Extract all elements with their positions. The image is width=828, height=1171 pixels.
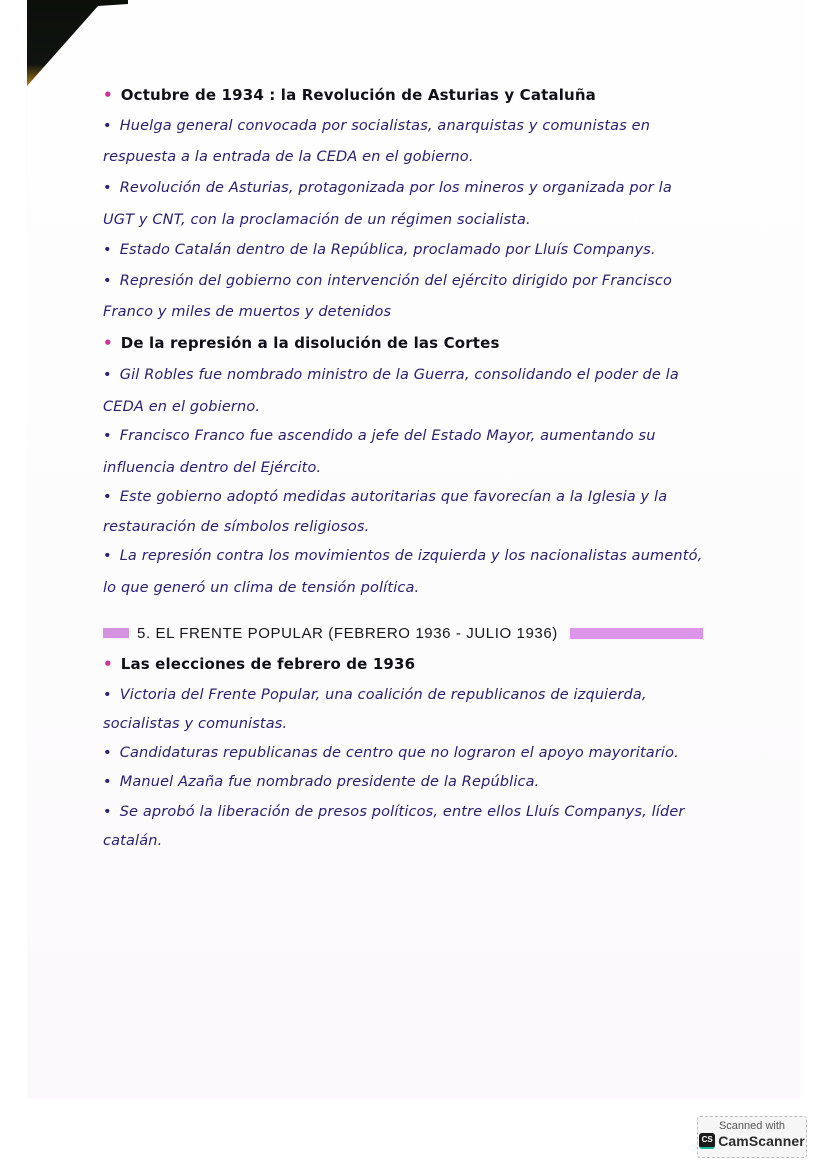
subheading — [103, 86, 596, 104]
bullet-dot-icon: • — [103, 118, 112, 134]
text-line-continuation — [103, 460, 321, 476]
text-line-continuation — [103, 399, 260, 415]
bullet-item — [103, 367, 679, 383]
line-text: De la represión a la disolución de las Cortes — [120, 334, 500, 352]
text-line-continuation — [103, 212, 531, 228]
text-line-continuation — [103, 304, 391, 320]
line-text: respuesta a la entrada de la CEDA en el gobierno. — [103, 149, 474, 165]
highlighter-mark-left — [103, 628, 129, 638]
bullet-dot-icon: • — [103, 489, 112, 505]
subheading — [103, 655, 415, 673]
line-text: Gil Robles fue nombrado ministro de la Guerra, consolidando el poder de la — [119, 367, 679, 383]
line-text: Victoria del Frente Popular, una coalición de republicanos de izquierda, — [119, 687, 647, 703]
bullet-item — [103, 180, 672, 196]
line-text: Huelga general convocada por socialistas, anarquistas y comunistas en — [119, 118, 651, 134]
line-text: Franco y miles de muertos y detenidos — [103, 304, 392, 320]
bullet-dot-icon: • — [103, 180, 112, 196]
line-text: Candidaturas republicanas de centro que no lograron el apoyo mayoritario. — [119, 745, 679, 761]
line-text: La represión contra los movimientos de izquierda y los nacionalistas aumentó, — [119, 548, 703, 564]
bullet-item — [103, 242, 656, 258]
bullet-item — [103, 273, 672, 289]
text-line-continuation — [103, 580, 419, 596]
bullet-item — [103, 774, 539, 790]
bullet-dot-icon: • — [103, 687, 112, 703]
text-line-continuation — [103, 833, 162, 849]
bullet-dot-icon: • — [103, 242, 112, 258]
bullet-dot-icon: • — [103, 428, 112, 444]
text-line-continuation — [103, 519, 369, 535]
watermark-caption: Scanned with — [718, 1120, 786, 1132]
camscanner-logo-icon: CS — [699, 1133, 715, 1149]
line-text: influencia dentro del Ejército. — [103, 460, 322, 476]
bullet-dot-icon: • — [103, 804, 112, 820]
bullet-dot-icon: • — [103, 367, 112, 383]
line-text: Octubre de 1934 : la Revolución de Asturias y Cataluña — [120, 86, 596, 104]
bullet-dot-icon: • — [103, 774, 112, 790]
highlighter-mark-right — [570, 628, 703, 639]
line-text: Las elecciones de febrero de 1936 — [120, 655, 416, 673]
line-text: catalán. — [103, 833, 163, 849]
bullet-item — [103, 745, 679, 761]
line-text: Manuel Azaña fue nombrado presidente de la República. — [119, 774, 540, 790]
bullet-dot-icon: • — [103, 548, 112, 564]
bullet-item — [103, 428, 656, 444]
scan-shadow-corner — [0, 0, 130, 90]
text-line-continuation — [103, 716, 287, 732]
camscanner-watermark — [697, 1116, 807, 1158]
bullet-item — [103, 687, 647, 703]
bullet-dot-icon: • — [103, 273, 112, 289]
bullet-item — [103, 489, 667, 505]
bullet-item — [103, 548, 702, 564]
bullet-dot-icon: • — [103, 745, 112, 761]
line-text: Francisco Franco fue ascendido a jefe del Estado Mayor, aumentando su — [119, 428, 656, 444]
line-text: Este gobierno adoptó medidas autoritarias que favorecían a la Iglesia y la — [119, 489, 668, 505]
line-text: lo que generó un clima de tensión política. — [103, 580, 420, 596]
line-text: Revolución de Asturias, protagonizada por los mineros y organizada por la — [119, 180, 672, 196]
section-title — [103, 622, 703, 644]
watermark-brand: CamScanner — [718, 1133, 805, 1149]
subheading — [103, 334, 500, 352]
bullet-dot-icon: • — [103, 86, 113, 104]
line-text: restauración de símbolos religiosos. — [103, 519, 370, 535]
line-text: Represión del gobierno con intervención del ejército dirigido por Francisco — [119, 273, 673, 289]
line-text: Se aprobó la liberación de presos políticos, entre ellos Lluís Companys, líder — [119, 804, 685, 820]
bullet-item — [103, 118, 650, 134]
line-text: CEDA en el gobierno. — [103, 399, 261, 415]
text-line-continuation — [103, 149, 474, 165]
bullet-dot-icon: • — [103, 334, 113, 352]
bullet-item — [103, 804, 685, 820]
bullet-dot-icon: • — [103, 655, 113, 673]
line-text: socialistas y comunistas. — [103, 716, 288, 732]
line-text: UGT y CNT, con la proclamación de un régimen socialista. — [103, 212, 531, 228]
section-title-text: 5. EL FRENTE POPULAR (FEBRERO 1936 - JULIO 1936) — [137, 624, 558, 642]
line-text: Estado Catalán dentro de la República, proclamado por Lluís Companys. — [119, 242, 656, 258]
